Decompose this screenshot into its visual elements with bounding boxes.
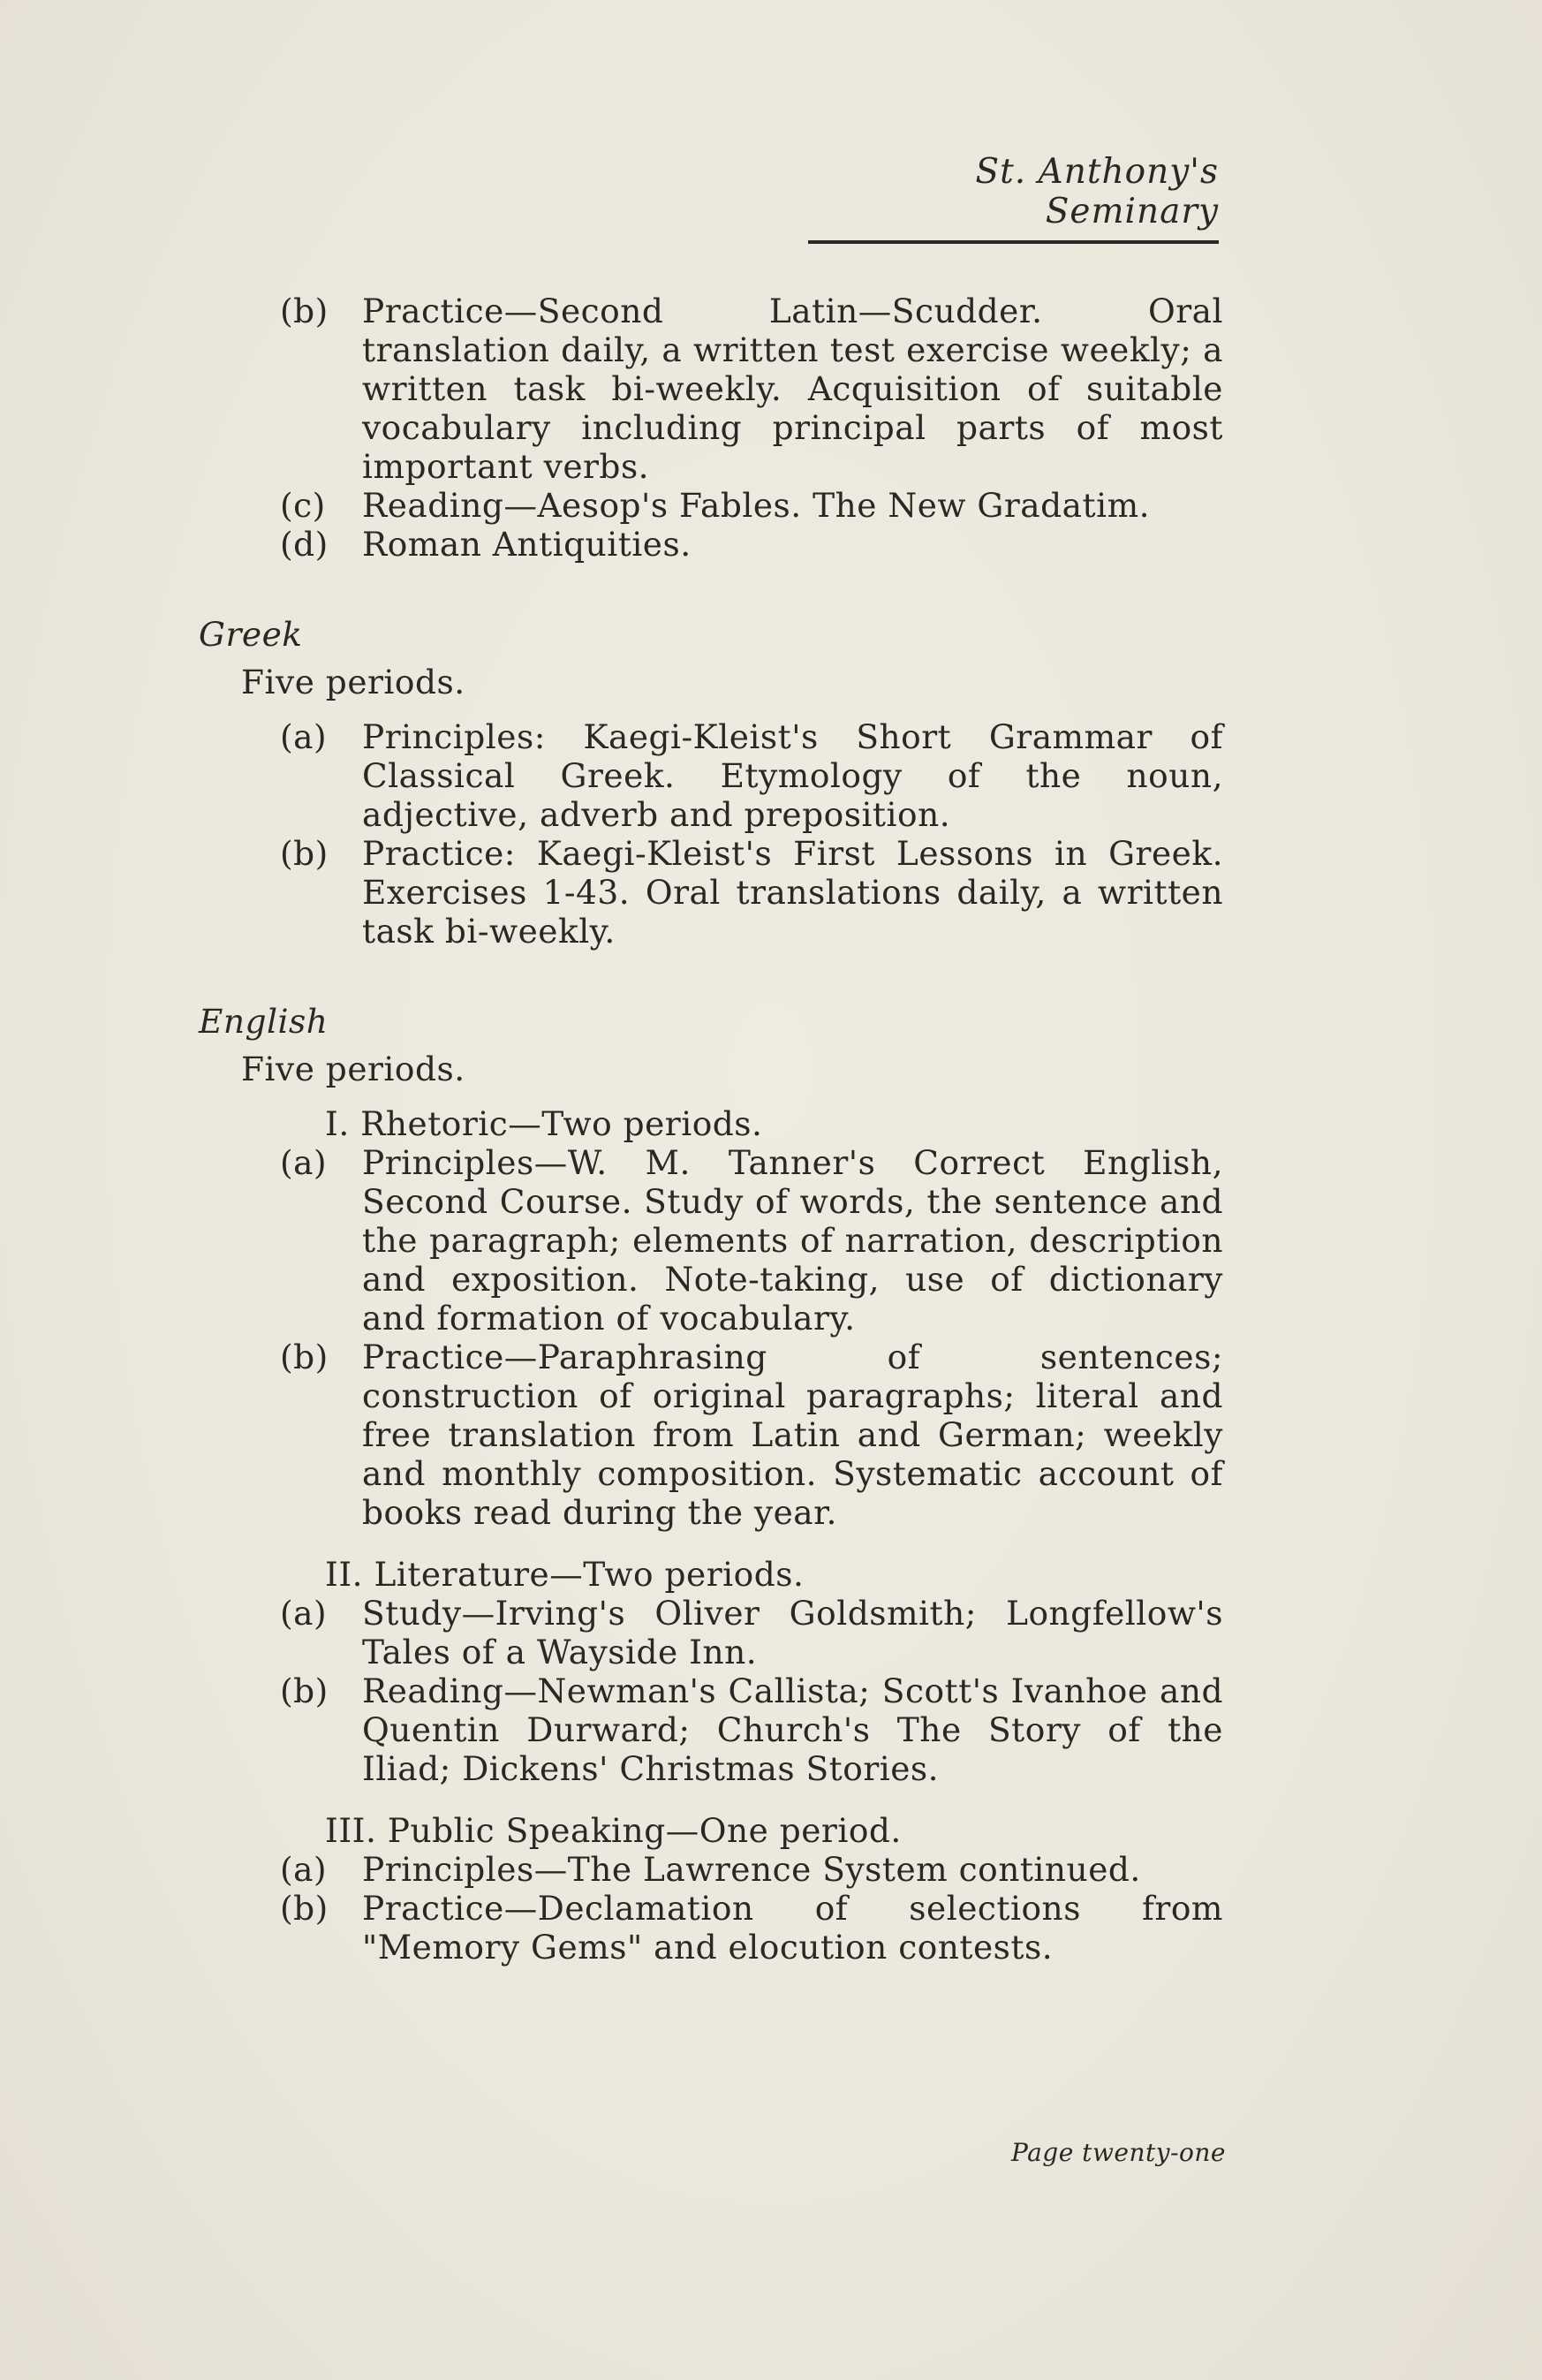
item-label: (a) <box>280 1594 328 1633</box>
item-label: (b) <box>280 292 329 330</box>
list-item <box>199 1889 1223 1967</box>
list-item <box>199 717 1223 834</box>
section-title-english: English <box>199 1002 329 1041</box>
item-text: Principles—The Lawrence System continued. <box>362 1850 1141 1889</box>
list-item <box>199 1338 1223 1532</box>
subsection-heading-rhetoric: I. Rhetoric—Two periods. <box>325 1104 763 1143</box>
item-label: (d) <box>280 525 329 564</box>
list-item <box>199 834 1223 951</box>
list-item <box>199 1671 1223 1788</box>
periods-note: Five periods. <box>241 663 465 701</box>
item-label: (b) <box>280 834 329 873</box>
list-item <box>199 292 1223 486</box>
subsection-heading-literature: II. Literature—Two periods. <box>325 1555 805 1594</box>
item-label: (a) <box>280 1143 328 1182</box>
item-label: (c) <box>280 486 326 525</box>
item-label: (b) <box>280 1889 329 1928</box>
item-text: Principles: Kaegi-Kleist's Short Grammar of Classical Greek. Etymology of the noun, adjective, adverb and preposition. <box>362 717 1223 834</box>
item-label: (b) <box>280 1671 329 1710</box>
item-text: Practice: Kaegi-Kleist's First Lessons in Greek. Exercises 1-43. Oral translations daily, a written task bi-weekly. <box>362 834 1223 951</box>
list-item <box>199 1143 1223 1338</box>
item-text: Practice—Declamation of selections from "Memory Gems" and elocution contests. <box>362 1889 1223 1967</box>
item-text: Principles—W. M. Tanner's Correct English, Second Course. Study of words, the sentence and the paragraph; elements of narration, description and exposition. Note-taking, use of dictionary and formation of vocabulary. <box>362 1143 1223 1338</box>
list-item <box>199 525 1223 564</box>
page-content <box>199 292 1223 1967</box>
item-text: Practice—Paraphrasing of sentences; construction of original paragraphs; literal and free translation from Latin and German; weekly and monthly composition. Systematic account of books read during the year. <box>362 1338 1223 1532</box>
item-label: (a) <box>280 1850 328 1889</box>
subsection-heading-public-speaking: III. Public Speaking—One period. <box>325 1811 902 1850</box>
item-label: (b) <box>280 1338 329 1376</box>
item-text: Roman Antiquities. <box>362 525 692 564</box>
periods-note: Five periods. <box>241 1050 465 1088</box>
item-text: Study—Irving's Oliver Goldsmith; Longfellow's Tales of a Wayside Inn. <box>362 1594 1223 1671</box>
item-label: (a) <box>280 717 328 756</box>
item-text: Reading—Aesop's Fables. The New Gradatim. <box>362 486 1151 525</box>
running-header: St. Anthony's Seminary <box>808 152 1219 244</box>
list-item <box>199 1594 1223 1671</box>
page-number: Page twenty-one <box>1011 2138 1226 2167</box>
section-title-greek: Greek <box>199 615 303 654</box>
item-text: Practice—Second Latin—Scudder. Oral translation daily, a written test exercise weekly; a written task bi-weekly. Acquisition of suitable vocabulary including principal parts of most important verbs. <box>362 292 1223 486</box>
list-item <box>199 486 1223 525</box>
list-item <box>199 1850 1223 1889</box>
item-text: Reading—Newman's Callista; Scott's Ivanhoe and Quentin Durward; Church's The Story of the Iliad; Dickens' Christmas Stories. <box>362 1671 1223 1788</box>
